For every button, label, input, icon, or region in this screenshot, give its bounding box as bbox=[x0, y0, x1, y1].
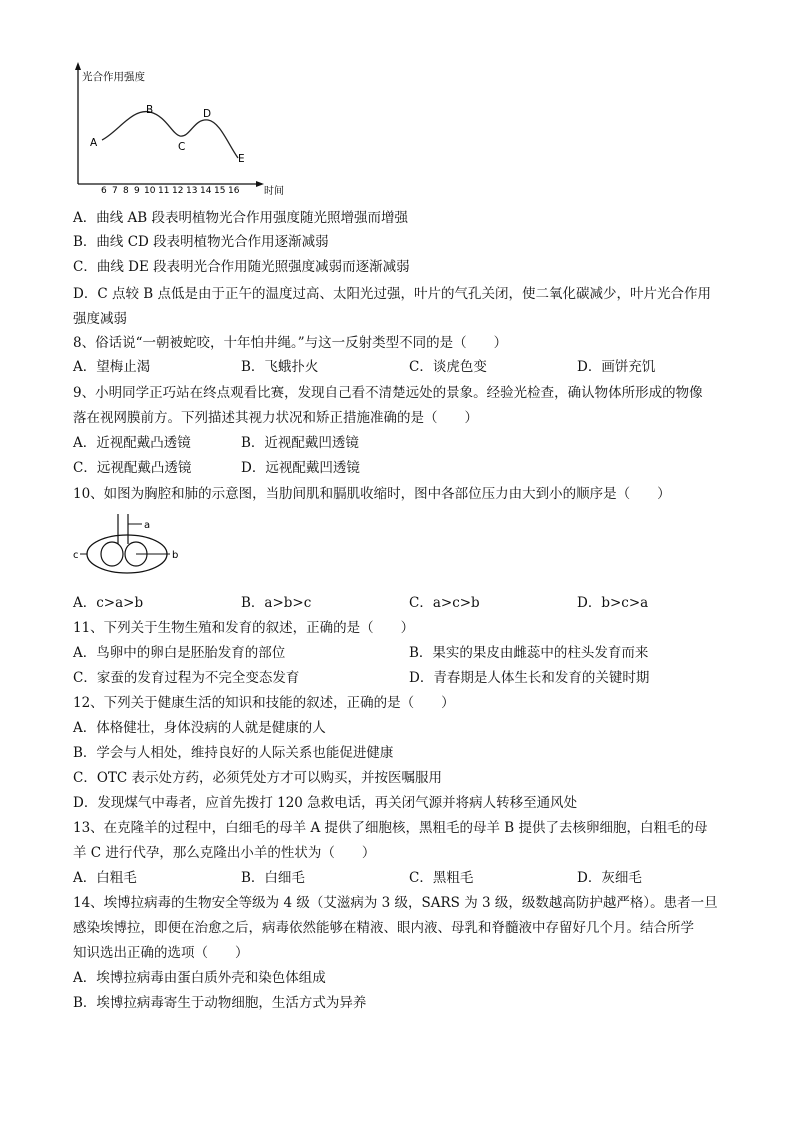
q14-stem-1: 14、埃博拉病毒的生物安全等级为 4 级（艾滋病为 3 级，SARS 为 3 级，级数越高防护越严格）。患者一旦 bbox=[73, 895, 718, 911]
q13-option-a: A．白粗毛 bbox=[73, 870, 137, 886]
point-label-c: C bbox=[178, 141, 186, 153]
q9-stem-1: 9、小明同学正巧站在终点观看比赛，发现自己看不清楚远处的景象。经验光检查，确认物体所形成的物像 bbox=[73, 385, 703, 401]
x-axis-label: 时间 bbox=[264, 186, 284, 197]
q10-option-a: A．c>a>b bbox=[73, 595, 144, 611]
tick-label: 15 bbox=[214, 186, 226, 196]
tick-label: 10 bbox=[144, 186, 156, 196]
q8-option-b: B．飞蛾扑火 bbox=[241, 359, 319, 375]
q13-option-c: C．黑粗毛 bbox=[409, 870, 474, 886]
q11-option-c: C．家蚕的发育过程为不完全变态发育 bbox=[73, 670, 300, 686]
q11-option-d: D．青春期是人体生长和发育的关键时期 bbox=[409, 670, 650, 686]
tick-label: 14 bbox=[200, 186, 212, 196]
point-label-b: B bbox=[146, 104, 154, 116]
q7-option-a: A．曲线 AB 段表明植物光合作用强度随光照增强而增强 bbox=[73, 210, 409, 226]
q9-option-c: C．远视配戴凸透镜 bbox=[73, 460, 192, 476]
q7-option-b: B．曲线 CD 段表明植物光合作用逐渐减弱 bbox=[73, 234, 329, 250]
tick-label: 8 bbox=[123, 186, 129, 196]
label-c: c bbox=[73, 550, 79, 561]
q9-option-d: D．远视配戴凹透镜 bbox=[241, 460, 360, 476]
q14-stem-2: 感染埃博拉，即便在治愈之后，病毒依然能够在精液、眼内液、母乳和脊髓液中存留好几个月。结合所学 bbox=[73, 920, 694, 936]
label-a: a bbox=[144, 520, 151, 531]
tick-label: 9 bbox=[134, 186, 140, 196]
x-tick-labels bbox=[101, 186, 240, 196]
tick-label: 13 bbox=[186, 186, 198, 196]
q7-option-c: C．曲线 DE 段表明光合作用随光照强度减弱而逐渐减弱 bbox=[73, 259, 410, 275]
point-label-d: D bbox=[203, 108, 212, 120]
x-axis-arrow bbox=[256, 181, 264, 187]
q10-option-d: D．b>c>a bbox=[577, 595, 649, 611]
tick-label: 11 bbox=[158, 186, 170, 196]
q14-option-b: B．埃博拉病毒寄生于动物细胞，生活方式为异养 bbox=[73, 995, 367, 1011]
thorax-lung-figure bbox=[72, 512, 192, 578]
q10-option-b: B．a>b>c bbox=[241, 595, 312, 611]
q13-stem-2: 羊 C 进行代孕，那么克隆出小羊的性状为（ ） bbox=[73, 845, 376, 861]
q13-option-d: D．灰细毛 bbox=[577, 870, 642, 886]
q11-option-a: A．鸟卵中的卵白是胚胎发育的部位 bbox=[73, 645, 286, 661]
q8-option-c: C．谈虎色变 bbox=[409, 359, 487, 375]
q9-option-b: B．近视配戴凹透镜 bbox=[241, 435, 359, 451]
photosynthesis-curve bbox=[102, 112, 238, 158]
q9-stem-2: 落在视网膜前方。下列描述其视力状况和矫正措施准确的是（ ） bbox=[73, 410, 478, 426]
q11-option-b: B．果实的果皮由雌蕊中的柱头发育而来 bbox=[409, 645, 649, 661]
q10-stem: 10、如图为胸腔和肺的示意图，当肋间肌和膈肌收缩时，图中各部位压力由大到小的顺序是（ ） bbox=[73, 486, 671, 502]
point-label-a: A bbox=[90, 137, 98, 149]
q8-option-d: D．画饼充饥 bbox=[577, 359, 656, 375]
label-b: b bbox=[172, 550, 179, 561]
q14-option-a: A．埃博拉病毒由蛋白质外壳和染色体组成 bbox=[73, 970, 326, 986]
photosynthesis-figure bbox=[70, 62, 300, 202]
tick-label: 16 bbox=[228, 186, 240, 196]
y-axis-arrow bbox=[75, 62, 81, 70]
q12-option-d: D．发现煤气中毒者，应首先拨打 120 急救电话，再关闭气源并将病人转移至通风处 bbox=[73, 795, 578, 811]
left-lung bbox=[101, 542, 123, 566]
q8-option-a: A．望梅止渴 bbox=[73, 359, 151, 375]
y-axis-label: 光合作用强度 bbox=[82, 71, 145, 83]
q12-stem: 12、下列关于健康生活的知识和技能的叙述，正确的是（ ） bbox=[73, 695, 455, 711]
q12-option-c: C．OTC 表示处方药，必须凭处方才可以购买，并按医嘱服用 bbox=[73, 770, 443, 786]
tick-label: 12 bbox=[172, 186, 184, 196]
q12-option-b: B．学会与人相处，维持良好的人际关系也能促进健康 bbox=[73, 745, 394, 761]
q7-option-d-cont: 强度减弱 bbox=[73, 311, 127, 327]
q8-stem: 8、俗话说“一朝被蛇咬，十年怕井绳。”与这一反射类型不同的是（ ） bbox=[73, 335, 508, 351]
q10-option-c: C．a>c>b bbox=[409, 595, 480, 611]
q13-option-b: B．白细毛 bbox=[241, 870, 305, 886]
q14-stem-3: 知识选出正确的选项（ ） bbox=[73, 945, 249, 961]
q9-option-a: A．近视配戴凸透镜 bbox=[73, 435, 191, 451]
tick-label: 7 bbox=[112, 186, 118, 196]
q7-option-d: D．C 点较 B 点低是由于正午的温度过高、太阳光过强，叶片的气孔关闭，使二氧化碳减少，叶片光合作用 bbox=[73, 286, 711, 302]
q13-stem-1: 13、在克隆羊的过程中，白细毛的母羊 A 提供了细胞核，黑粗毛的母羊 B 提供了去核卵细胞，白粗毛的母 bbox=[73, 820, 708, 836]
q11-stem: 11、下列关于生物生殖和发育的叙述，正确的是（ ） bbox=[73, 620, 415, 636]
tick-label: 6 bbox=[101, 186, 107, 196]
point-label-e: E bbox=[238, 153, 245, 165]
q12-option-a: A．体格健壮，身体没病的人就是健康的人 bbox=[73, 720, 326, 736]
